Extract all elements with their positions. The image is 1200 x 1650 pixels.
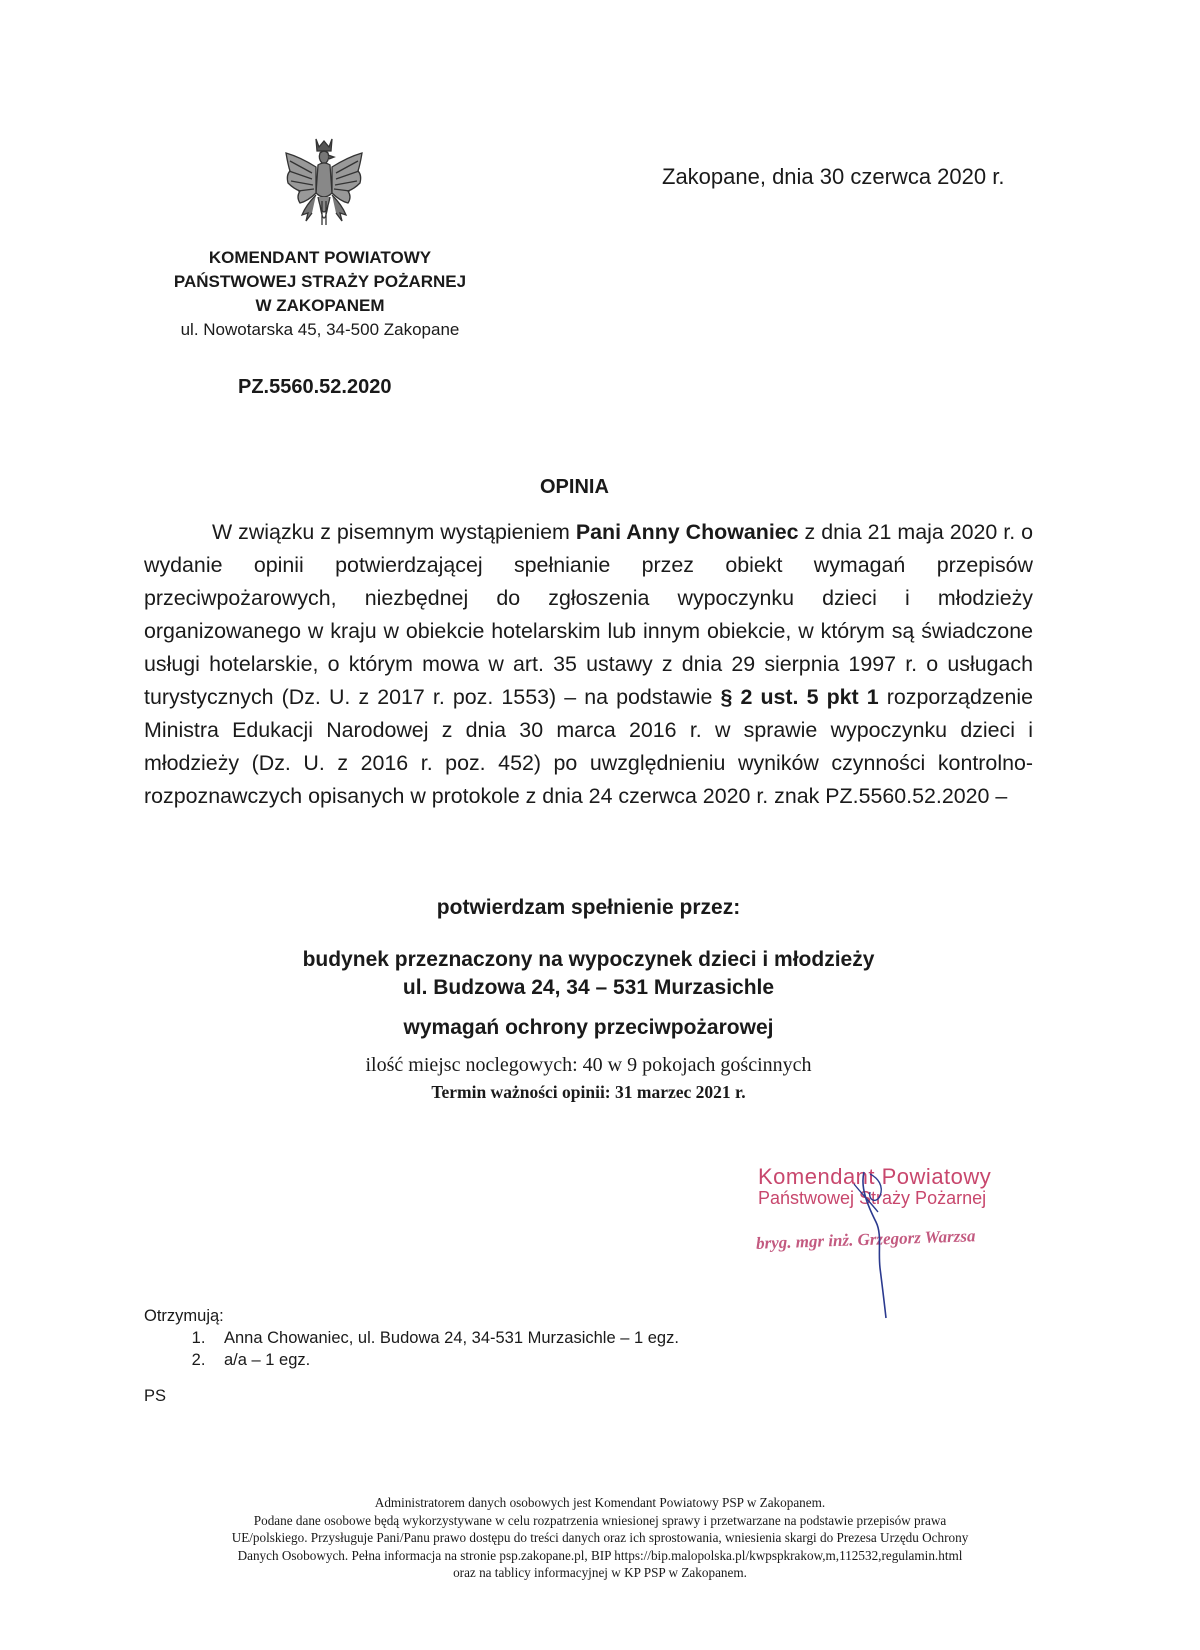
object-line-1: budynek przeznaczony na wypoczynek dzieci i młodzieży	[302, 948, 875, 971]
recipients-block	[144, 1305, 679, 1371]
footer-line: Danych Osobowych. Pełna informacja na stronie psp.zakopane.pl, BIP https://bip.malopolska.pl/kwpspkrakow,m,112532,regulamin.html	[237, 1547, 963, 1563]
footer-line: Administratorem danych osobowych jest Komendant Powiatowy PSP w Zakopanem.	[374, 1495, 826, 1510]
issuer-line-1: KOMENDANT POWIATOWY	[208, 248, 432, 267]
stamp-signatory: bryg. mgr inż. Grzegorz Warzsa	[755, 1226, 976, 1253]
issuer-line-2: PAŃSTWOWEJ STRAŻY POŻARNEJ	[173, 272, 467, 291]
polish-eagle-emblem-icon	[282, 135, 366, 241]
handwritten-signature-icon	[752, 1164, 1024, 1324]
object-line-2: ul. Budzowa 24, 34 – 531 Murzasichle	[402, 976, 775, 999]
footer-line: Podane dane osobowe będą wykorzystywane w celu rozpatrzenia wniesionej sprawy i przetwarzane na podstawie przepisów prawa	[253, 1512, 947, 1528]
opinion-body	[144, 516, 1033, 813]
body-tail: rozporządzenie Ministra Edukacji Narodowej z dnia 30 marca 2016 r. w sprawie wypoczynku dzieci i młodzieży (Dz. U. z 2016 r. poz. 452) po uwzględnieniu wyników czynności kontrolno-rozpoznawczych opisanych w protokole z dnia 24 czerwca 2020 r. znak PZ.5560.52.2020 –	[144, 685, 1033, 808]
footer-line: oraz na tablicy informacyjnej w KP PSP w Zakopanem.	[453, 1565, 747, 1580]
applicant-name: Pani Anny Chowaniec	[575, 520, 799, 544]
recipients-list	[144, 1327, 679, 1371]
beds-count: ilość miejsc noclegowych: 40 w 9 pokojach gościnnych	[365, 1054, 812, 1076]
issuer-line-3: W ZAKOPANEM	[255, 296, 385, 315]
footer-line: UE/polskiego. Przysługuje Pani/Panu prawo dostępu do treści danych oraz ich sprostowania, wniesienia skargi do Prezesa Urzędu Ochrony	[231, 1530, 969, 1545]
issuer-address: ul. Nowotarska 45, 34-500 Zakopane	[180, 320, 460, 339]
body-rest: z dnia 21 maja 2020 r. o wydanie opinii potwierdzającej spełnianie przez obiekt wymagań przepisów przeciwpożarowych, niezbędnej do zgłoszenia wypoczynku dzieci i młodzieży organizowanego w kraju w obiekcie hotelarskim lub innym obiekcie, w którym są świadczone usługi hotelarskie, o którym mowa w art. 35 ustawy z dnia 29 sierpnia 1997 r. o usługach turystycznych (Dz. U. z 2017 r. poz. 1553) – na podstawie	[144, 520, 1033, 709]
validity-date: Termin ważności opinii: 31 marzec 2021 r.	[431, 1082, 746, 1102]
issuer-block	[140, 246, 500, 342]
document-date: Zakopane, dnia 30 czerwca 2020 r.	[662, 164, 1005, 189]
stamp-line-2: Państwowej Straży Pożarnej	[758, 1188, 987, 1208]
recipient-item: 2. a/a – 1 egz.	[210, 1349, 679, 1371]
object-description	[144, 946, 1033, 1002]
reference-number: PZ.5560.52.2020	[238, 376, 392, 398]
document-title: OPINIA	[540, 476, 609, 498]
recipients-label: Otrzymują:	[144, 1307, 224, 1325]
author-initials: PS	[144, 1387, 167, 1405]
opinion-paragraph	[144, 516, 1033, 813]
gdpr-footer	[140, 1494, 1060, 1582]
official-stamp	[752, 1164, 1024, 1324]
body-lead: W związku z pisemnym wystąpieniem	[212, 520, 576, 544]
recipient-item: 1. Anna Chowaniec, ul. Budowa 24, 34-531 Murzasichle – 1 egz.	[210, 1327, 679, 1349]
confirmation-heading: potwierdzam spełnienie przez:	[436, 896, 741, 919]
legal-paragraph: § 2 ust. 5 pkt 1	[720, 685, 879, 709]
stamp-line-1: Komendant Powiatowy	[758, 1164, 992, 1189]
requirements-line: wymagań ochrony przeciwpożarowej	[403, 1016, 774, 1039]
